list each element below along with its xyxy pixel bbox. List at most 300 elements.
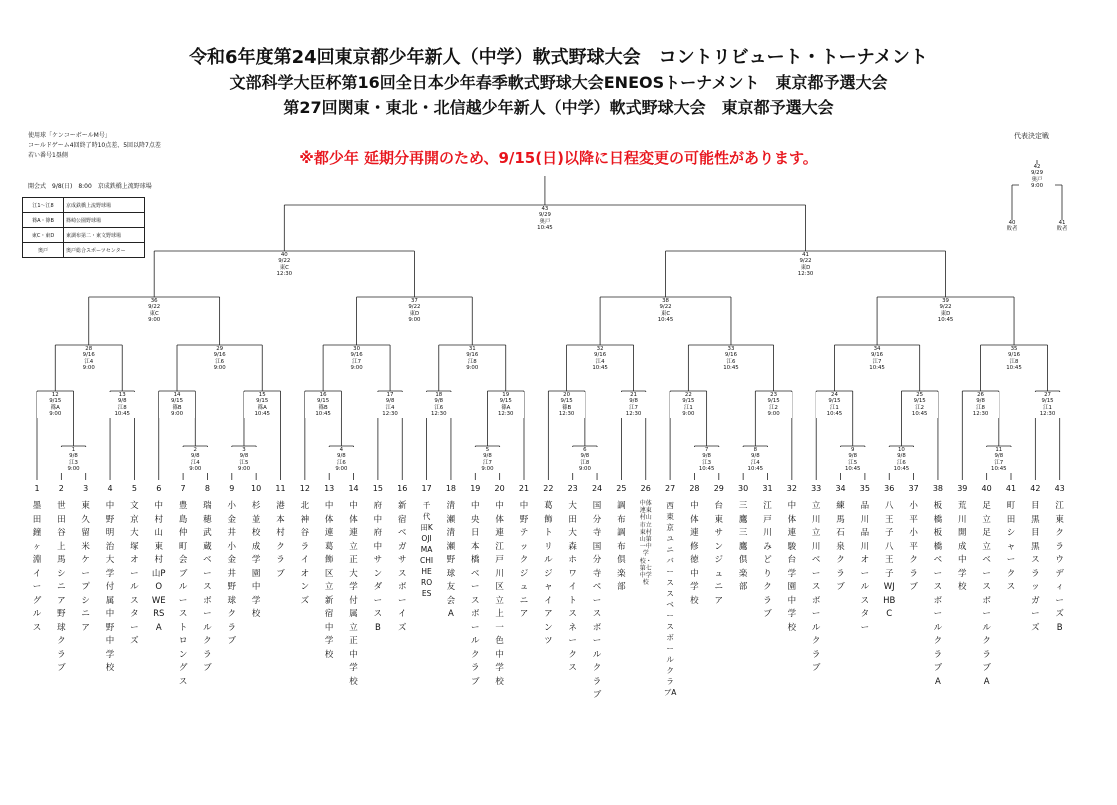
match-no: 26 (977, 392, 984, 398)
match-time: 10:45 (893, 466, 910, 473)
venue-name: 京成鉄橋上流野球場 (64, 198, 145, 213)
match-time: 9:00 (237, 466, 251, 473)
match-time: 9:00 (1030, 183, 1044, 190)
team-name: 東久留米ケープシニア (81, 501, 90, 633)
team-name: 中央日本橋ベースボールクラブ (471, 501, 480, 687)
match-date: 9/8 (629, 398, 638, 405)
match-no: 22 (684, 392, 692, 398)
match-label (56, 447, 92, 473)
team-name: 中野テックジュニア (519, 501, 529, 619)
match-time: 9:00 (767, 411, 780, 418)
team-name: 西東京ユニバーススベースボールクラブA (663, 501, 677, 697)
match-label (883, 447, 919, 473)
match-label (421, 392, 457, 418)
match-time: 9:00 (408, 317, 421, 324)
team-name: 八王子八王子WJHBC (883, 501, 896, 619)
match-label (859, 346, 895, 372)
match-date: 9/8 (117, 398, 127, 405)
match-no: 24 (831, 392, 838, 398)
match-date: 9/15 (682, 398, 695, 405)
team-number: 30 (738, 484, 749, 493)
match-time: 9:00 (466, 365, 479, 372)
team-name: 葛飾トリルジャイアンツ (544, 501, 553, 646)
team-name: 中野明治大学付属中野中学校 (105, 501, 115, 673)
match-no: 19 (502, 392, 510, 398)
match-venue: 江6 (726, 358, 736, 365)
team-name: 小平小平クラブ (909, 501, 918, 592)
match-venue: 江4 (190, 459, 200, 466)
match-venue: 篠A (50, 404, 60, 411)
match-time: 12:30 (972, 411, 989, 418)
team-number: 26 (640, 484, 651, 493)
team-number: 21 (518, 484, 530, 493)
match-no: 31 (468, 346, 476, 352)
team-number: 37 (908, 484, 919, 493)
team-number: 22 (543, 484, 554, 493)
match-label (372, 392, 408, 418)
match-label (902, 392, 938, 418)
match-venue: 奥戸 (539, 218, 551, 225)
match-label (788, 252, 824, 278)
match-no: 16 (319, 392, 327, 398)
match-time: 9:00 (67, 466, 80, 473)
team-number: 6 (156, 484, 162, 493)
match-venue: 篠B (318, 404, 328, 411)
match-no: 20 (563, 392, 571, 398)
match-time: 10:45 (991, 466, 1007, 473)
match-venue: 東C (279, 264, 289, 271)
match-label (1044, 220, 1080, 233)
team-number: 20 (494, 484, 505, 493)
match-time: 10:45 (315, 411, 331, 418)
team-number: 23 (567, 484, 578, 493)
match-label (177, 447, 213, 473)
match-label (549, 392, 585, 418)
match-venue: 江1 (830, 404, 839, 411)
match-date: 9/16 (466, 352, 479, 359)
match-label (305, 392, 341, 418)
team-number: 4 (107, 484, 113, 493)
match-time: 12:30 (1039, 411, 1056, 418)
match-venue: 江6 (215, 358, 225, 365)
team-number: 8 (204, 484, 210, 493)
match-time: 10:45 (657, 317, 674, 324)
match-label (928, 298, 964, 324)
team-number: 36 (884, 484, 895, 493)
title-line-2: 文部科学大臣杯第16回全日本少年春季軟式野球大会ENEOSトーナメント 東京都予選大会 (229, 73, 888, 92)
match-time: 12:30 (497, 411, 514, 418)
match-label (689, 447, 725, 473)
match-no: 32 (596, 346, 604, 352)
team-number: 13 (324, 484, 335, 493)
opening-ceremony: 開会式 9/8(日) 8:00 京成鉄橋上流野球場 (28, 183, 152, 190)
team-name: 町田シャークス (1006, 501, 1016, 592)
match-date: 9/16 (1007, 352, 1021, 359)
team-name: 中体連東村山市立東村山第一中学校・第七中学校 (639, 500, 652, 587)
match-time: 12:30 (382, 411, 398, 418)
match-time: 10:45 (844, 466, 861, 473)
match-label (202, 346, 238, 372)
match-date: 9/16 (213, 352, 226, 359)
match-time: 12:30 (430, 411, 447, 418)
match-no: 21 (630, 392, 637, 398)
match-label (816, 392, 852, 418)
match-venue: 江3 (702, 459, 712, 466)
match-time: 10:45 (254, 411, 270, 418)
match-date: 9/15 (560, 398, 573, 405)
match-date: 9/22 (148, 304, 161, 311)
match-no: 4 (339, 447, 344, 453)
team-name: 墨田鐘ヶ淵イーグルス (32, 501, 42, 633)
match-venue: 江8 (1009, 358, 1019, 365)
match-no: 14 (173, 392, 181, 398)
match-no: 43 (541, 206, 549, 212)
title-line-1: 令和6年度第24回東京都少年新人（中学）軟式野球大会 コントリビュート・トーナメント (189, 47, 928, 68)
team-name: 品川品川オールスター (860, 501, 870, 633)
team-number: 33 (811, 484, 822, 493)
match-no: 30 (353, 346, 361, 352)
match-date: 9/8 (702, 453, 711, 460)
match-time: 9:00 (49, 411, 62, 418)
team-name: 国分寺国分寺ベースボールクラブ (592, 501, 602, 700)
team-name: 江戸川みどりクラブ (763, 501, 772, 619)
match-venue: 東D (800, 264, 811, 271)
match-venue: 江6 (897, 459, 906, 466)
match-no: 10 (897, 447, 905, 453)
match-date: 9/15 (317, 398, 330, 405)
match-label (981, 447, 1017, 473)
match-label (737, 447, 773, 473)
team-name: 目黒目黒スラッガーズ (1031, 501, 1040, 633)
schedule-notice: ※都少年 延期分再開のため、9/15(日)以降に日程変更の可能性があります。 (299, 149, 818, 167)
match-date: 9/15 (49, 398, 62, 405)
team-name: 台東サンジュニア (714, 501, 724, 606)
match-date: 9/8 (750, 453, 760, 460)
match-time: 12:30 (797, 271, 814, 278)
match-date: 9/29 (538, 212, 551, 219)
team-name: 豊島仲町会ブルーストロングス (178, 501, 188, 687)
match-no: 2 (193, 447, 197, 453)
match-venue: 江5 (239, 459, 249, 466)
match-time: 9:00 (335, 466, 348, 473)
match-label (616, 392, 652, 418)
match-date: 9/15 (767, 398, 780, 405)
team-number: 24 (591, 484, 603, 493)
venue-code: 奥戸 (23, 243, 64, 258)
match-time: 9:00 (82, 365, 95, 372)
match-date: 9/16 (594, 352, 607, 359)
match-venue: 江8 (976, 404, 985, 411)
match-venue: 江3 (69, 459, 78, 466)
team-number: 32 (786, 484, 797, 493)
match-venue: 篠A (257, 404, 267, 411)
match-no: 40 (280, 252, 288, 258)
match-no: 33 (727, 346, 735, 352)
match-venue: 江1 (683, 404, 693, 411)
match-date: 9/22 (408, 304, 421, 311)
match-date: 9/15 (1041, 398, 1054, 405)
team-number: 19 (470, 484, 481, 493)
match-date: 9/16 (350, 352, 363, 359)
match-date: 9/22 (939, 304, 952, 311)
match-label (136, 298, 172, 324)
match-date: 9/16 (82, 352, 95, 359)
match-no: 34 (873, 346, 881, 352)
team-number: 17 (421, 484, 432, 493)
team-number: 18 (445, 484, 457, 493)
match-venue: 篠B (172, 404, 182, 411)
match-date: 9/8 (385, 398, 395, 405)
match-time: 9:00 (189, 466, 202, 473)
match-venue: 江8 (580, 459, 590, 466)
match-label (71, 346, 107, 372)
team-name: 調布調布倶楽部 (617, 501, 626, 592)
match-label (469, 447, 505, 473)
match-time: 12:30 (625, 411, 642, 418)
match-no: 39 (942, 298, 949, 304)
match-time: 9:00 (578, 466, 591, 473)
match-no: 6 (583, 447, 587, 453)
team-name: 中村山東村山POWERSA (151, 501, 166, 633)
match-venue: 江5 (848, 459, 858, 466)
match-date: 9/8 (69, 453, 78, 460)
team-name: 杉並校成学園中学校 (251, 501, 261, 619)
team-number: 9 (229, 484, 235, 493)
match-label (963, 392, 999, 418)
match-date: 9/8 (483, 453, 492, 460)
match-label (527, 206, 563, 232)
match-date: 9/8 (434, 398, 444, 405)
team-number: 2 (58, 484, 64, 493)
match-date: 9/8 (337, 453, 346, 460)
team-name: 府中府中サンダースB (373, 501, 383, 633)
match-label (488, 392, 524, 418)
team-number: 34 (835, 484, 846, 493)
team-name: 足立足立ベースボールクラブA (982, 501, 991, 687)
team-number: 25 (616, 484, 627, 493)
match-label (756, 392, 792, 418)
match-no: 37 (410, 298, 418, 304)
match-venue: 江1 (1043, 404, 1052, 411)
match-date: 9/8 (897, 453, 906, 460)
match-label (37, 392, 73, 418)
match-no: 1 (71, 447, 76, 453)
match-venue: 奥戸 (1031, 176, 1043, 183)
match-venue: 江7 (352, 358, 361, 365)
match-time: 9:00 (350, 365, 363, 372)
match-date: 9/15 (828, 398, 841, 405)
match-date: 9/29 (1030, 170, 1044, 177)
match-no: 27 (1044, 392, 1051, 398)
match-label (996, 346, 1032, 372)
match-label (670, 392, 706, 418)
team-name: 中体連修徳中学校 (690, 501, 699, 606)
match-time: 10:45 (537, 225, 553, 232)
team-number: 10 (251, 484, 262, 493)
team-number: 31 (762, 484, 773, 493)
team-name: 荒川開成中学校 (958, 501, 967, 592)
team-number: 38 (932, 484, 944, 493)
match-time: 10:45 (869, 365, 885, 372)
rule-order: 若い番号1塁側 (28, 152, 68, 159)
match-label (396, 298, 432, 324)
match-venue: 篠A (501, 404, 511, 411)
match-time: 10:45 (911, 411, 928, 418)
match-time: 9:00 (148, 317, 161, 324)
match-time: 10:45 (747, 466, 764, 473)
team-number: 40 (981, 484, 992, 493)
team-name: 千代田KOJIMACHI HEROES (420, 501, 434, 598)
match-no: 28 (85, 346, 93, 352)
match-no: 23 (770, 392, 777, 398)
team-name: 世田谷上馬シニア野球クラブ (57, 501, 66, 673)
match-venue: 江7 (483, 459, 492, 466)
match-no: 36 (150, 298, 158, 304)
team-number: 1 (34, 484, 40, 493)
match-no: 3 (242, 447, 246, 453)
match-no: 11 (995, 447, 1003, 453)
team-number: 5 (131, 484, 137, 493)
team-name: 小金井小金井野球クラブ (227, 501, 237, 646)
match-no: 15 (258, 392, 266, 398)
match-venue: 江7 (629, 404, 638, 411)
match-no: 7 (704, 447, 709, 453)
match-time: 10:45 (723, 365, 739, 372)
team-number: 11 (275, 484, 286, 493)
match-date: 9/15 (170, 398, 184, 405)
team-name: 練馬石泉クラブ (836, 501, 845, 592)
match-date: 9/8 (848, 453, 858, 460)
final-label: 代表決定戦 (1014, 132, 1049, 140)
venue-name: 東調布第二・東文野球場 (64, 228, 145, 243)
team-name: 江東クラウディーズB (1055, 501, 1064, 633)
match-venue: 江8 (467, 358, 477, 365)
match-label (454, 346, 490, 372)
match-label (1019, 164, 1055, 190)
team-name: 中体連江戸川区立上一色中学校 (495, 501, 504, 687)
team-name: 中体連立正大学付属立正中学校 (349, 501, 358, 687)
match-label (1030, 392, 1066, 418)
match-date: 9/15 (913, 398, 926, 405)
match-time: 10:45 (698, 466, 715, 473)
team-name: 瑞穂武蔵ベースボールクラブ (203, 501, 212, 673)
match-date: 9/15 (256, 398, 269, 405)
match-venue: 江2 (769, 404, 778, 411)
match-time: 9:00 (170, 411, 184, 418)
match-no: 18 (435, 392, 443, 398)
match-time: 9:00 (481, 466, 494, 473)
team-name: 北神谷ライオンズ (300, 501, 310, 606)
match-no: 40 (1008, 220, 1016, 226)
team-number: 3 (83, 484, 89, 493)
match-venue: 東C (660, 310, 671, 317)
match-date: 9/15 (499, 398, 512, 405)
venue-name: 篠崎公園野球場 (64, 213, 145, 228)
match-time: 9:00 (682, 411, 695, 418)
team-number: 39 (957, 484, 968, 493)
match-time: 10:45 (826, 411, 843, 418)
venue-code: 東C・東D (23, 228, 64, 243)
team-number: 28 (689, 484, 700, 493)
match-label (104, 392, 140, 418)
match-label (159, 392, 195, 418)
match-venue: 江8 (117, 404, 127, 411)
match-no: 13 (118, 392, 126, 398)
match-no: 12 (51, 392, 59, 398)
match-date: 9/8 (580, 453, 590, 460)
match-venue: 江4 (750, 459, 760, 466)
match-venue: 江6 (434, 404, 444, 411)
match-no: 35 (1010, 346, 1018, 352)
match-label (835, 447, 871, 473)
team-number: 43 (1054, 484, 1065, 493)
match-no: 29 (216, 346, 224, 352)
match-date: 9/8 (976, 398, 985, 405)
match-venue: 東D (940, 310, 951, 317)
match-venue: 江7 (994, 459, 1004, 466)
rule-ball: 使用球「ケンコーボールM号」 (28, 132, 111, 139)
team-name: 三鷹三鷹倶楽部 (738, 501, 748, 592)
match-label (226, 447, 262, 473)
team-number: 14 (348, 484, 359, 493)
match-time: 10:45 (592, 365, 608, 372)
team-name: 板橋板橋ベースボールクラブA (933, 501, 943, 687)
match-venue: 江6 (336, 459, 346, 466)
match-date: 9/22 (278, 258, 291, 265)
match-time: 9:00 (213, 365, 226, 372)
venue-code: 篠A・篠B (23, 213, 64, 228)
team-number: 7 (180, 484, 186, 493)
venue-name: 奥戸総合スポーツセンター (64, 243, 145, 258)
match-date: 9/8 (239, 453, 249, 460)
team-name: 中体連駿台学園中学校 (787, 501, 797, 633)
match-label (582, 346, 618, 372)
match-no: 9 (851, 447, 855, 453)
match-no: 8 (753, 447, 758, 453)
match-time: 10:45 (1006, 365, 1022, 372)
match-venue: 江2 (915, 404, 925, 411)
match-venue: 江4 (84, 358, 94, 365)
team-name: 立川立川ベースボールクラブ (811, 501, 821, 673)
match-label (339, 346, 375, 372)
match-date: 9/16 (724, 352, 738, 359)
match-no: 25 (916, 392, 924, 398)
team-name: 港本村クラブ (276, 501, 285, 579)
match-venue: 江4 (385, 404, 395, 411)
title-line-3: 第27回関東・東北・北信越少年新人（中学）軟式野球大会 東京都予選大会 (283, 98, 834, 117)
match-no: 38 (662, 298, 669, 304)
match-date: 敗者 (1006, 226, 1018, 233)
team-number: 27 (665, 484, 676, 493)
match-no: 17 (386, 392, 394, 398)
match-label (713, 346, 749, 372)
match-venue: 篠B (562, 404, 572, 411)
match-no: 41 (802, 252, 809, 258)
match-time: 12:30 (276, 271, 293, 278)
match-date: 9/16 (871, 352, 884, 359)
team-name: 新宿ベガサスボーイズ (397, 501, 407, 633)
match-label (244, 392, 280, 418)
match-label (323, 447, 359, 473)
match-date: 9/8 (994, 453, 1004, 460)
team-number: 35 (859, 484, 870, 493)
match-label (994, 220, 1030, 233)
team-number: 12 (299, 484, 310, 493)
match-time: 12:30 (558, 411, 575, 418)
match-no: 42 (1033, 164, 1041, 170)
match-venue: 東C (149, 310, 159, 317)
team-number: 16 (397, 484, 408, 493)
